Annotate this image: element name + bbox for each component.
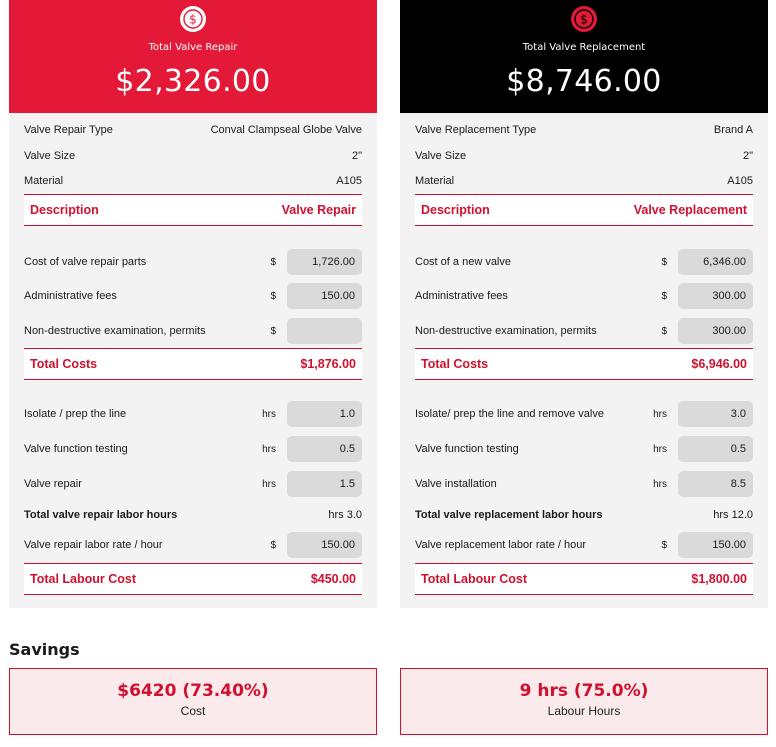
- total-labour-band: [24, 563, 362, 595]
- labor-label: Valve installation: [415, 478, 497, 490]
- total-costs-label: Total Costs: [30, 357, 98, 371]
- cost-row: [415, 318, 753, 344]
- cost-label: Administrative fees: [24, 290, 117, 302]
- cost-savings-label: Cost: [180, 704, 206, 718]
- cost-input[interactable]: 1,726.00: [287, 249, 362, 275]
- unit-label: hrs: [653, 478, 667, 490]
- dollar-icon: [180, 6, 206, 32]
- unit-label: $: [661, 539, 667, 551]
- rate-input[interactable]: 150.00: [287, 532, 362, 558]
- total-costs-value: $1,876.00: [300, 357, 356, 371]
- detail-row: [415, 148, 753, 164]
- cost-input[interactable]: 300.00: [678, 318, 753, 344]
- labor-row: [415, 471, 753, 497]
- detail-label: Material: [415, 175, 455, 187]
- total-hours-value: hrs 12.0: [713, 509, 753, 521]
- cost-input[interactable]: 6,346.00: [678, 249, 753, 275]
- svg-text:$: $: [189, 12, 197, 27]
- unit-label: $: [270, 290, 276, 302]
- cost-label: Non-destructive examination, permits: [24, 325, 206, 337]
- total-hours-value: hrs 3.0: [328, 509, 362, 521]
- labor-label: Isolate/ prep the line and remove valve: [415, 408, 604, 420]
- description-header: [24, 194, 362, 226]
- labor-row: [24, 436, 362, 462]
- total-labour-label: Total Labour Cost: [421, 572, 528, 586]
- labor-row: [415, 401, 753, 427]
- rate-input[interactable]: 150.00: [678, 532, 753, 558]
- repair-header-label: Total Valve Repair: [148, 42, 238, 53]
- labor-row: [24, 401, 362, 427]
- total-hours-row: [24, 507, 362, 523]
- detail-value: 2": [742, 150, 753, 162]
- description-header: [415, 194, 753, 226]
- unit-label: $: [661, 256, 667, 268]
- unit-label: hrs: [262, 443, 276, 455]
- labour-savings-label: Labour Hours: [547, 704, 621, 718]
- rate-label: Valve replacement labor rate / hour: [415, 539, 586, 551]
- savings-title: Savings: [9, 640, 80, 659]
- hours-input[interactable]: 0.5: [287, 436, 362, 462]
- repair-total-amount: $2,326.00: [115, 64, 271, 99]
- replacement-details: [400, 113, 768, 608]
- detail-label: Material: [24, 175, 64, 187]
- detail-label: Valve Replacement Type: [415, 124, 537, 136]
- cost-input[interactable]: [287, 318, 362, 344]
- cost-label: Administrative fees: [415, 290, 508, 302]
- detail-row: [415, 173, 753, 189]
- total-labour-label: Total Labour Cost: [30, 572, 137, 586]
- cost-label: Non-destructive examination, permits: [415, 325, 597, 337]
- detail-value: 2": [351, 150, 362, 162]
- hours-input[interactable]: 3.0: [678, 401, 753, 427]
- cost-label: Cost of a new valve: [415, 256, 511, 268]
- labor-label: Valve repair: [24, 478, 82, 490]
- detail-row: [415, 122, 753, 138]
- unit-label: $: [270, 256, 276, 268]
- detail-row: [24, 148, 362, 164]
- unit-label: $: [270, 325, 276, 337]
- total-labour-value: $450.00: [310, 572, 356, 586]
- unit-label: $: [661, 325, 667, 337]
- replacement-total-amount: $8,746.00: [506, 64, 662, 99]
- replacement-header: [400, 0, 768, 113]
- unit-label: $: [661, 290, 667, 302]
- hours-input[interactable]: 0.5: [678, 436, 753, 462]
- description-column-label: Valve Replacement: [633, 203, 747, 217]
- total-costs-band: [24, 348, 362, 380]
- detail-value: A105: [336, 175, 362, 187]
- total-hours-label: Total valve replacement labor hours: [415, 509, 603, 521]
- cost-input[interactable]: 150.00: [287, 283, 362, 309]
- dollar-icon: [571, 6, 597, 32]
- rate-row: [415, 532, 753, 558]
- total-costs-value: $6,946.00: [691, 357, 747, 371]
- labor-label: Valve function testing: [24, 443, 128, 455]
- detail-value: A105: [727, 175, 753, 187]
- rate-label: Valve repair labor rate / hour: [24, 539, 163, 551]
- cost-row: [415, 249, 753, 275]
- detail-row: [24, 122, 362, 138]
- total-labour-band: [415, 563, 753, 595]
- total-costs-band: [415, 348, 753, 380]
- labour-savings-card: [400, 668, 768, 735]
- hours-input[interactable]: 1.5: [287, 471, 362, 497]
- cost-label: Cost of valve repair parts: [24, 256, 147, 268]
- unit-label: hrs: [262, 478, 276, 490]
- total-hours-row: [415, 507, 753, 523]
- cost-row: [415, 283, 753, 309]
- total-hours-label: Total valve repair labor hours: [24, 509, 178, 521]
- repair-panel: [9, 0, 377, 608]
- rate-row: [24, 532, 362, 558]
- total-costs-label: Total Costs: [421, 357, 489, 371]
- detail-value: Brand A: [713, 124, 753, 136]
- labor-row: [415, 436, 753, 462]
- repair-header: [9, 0, 377, 113]
- replacement-header-label: Total Valve Replacement: [522, 42, 646, 53]
- labor-label: Valve function testing: [415, 443, 519, 455]
- cost-savings-card: [9, 668, 377, 735]
- description-label: Description: [30, 203, 99, 217]
- repair-details: [9, 113, 377, 608]
- labor-row: [24, 471, 362, 497]
- description-label: Description: [421, 203, 490, 217]
- total-labour-value: $1,800.00: [691, 572, 747, 586]
- detail-label: Valve Size: [415, 150, 467, 162]
- replacement-panel: [400, 0, 768, 608]
- unit-label: hrs: [653, 408, 667, 420]
- hours-input[interactable]: 8.5: [678, 471, 753, 497]
- svg-text:$: $: [580, 12, 588, 27]
- unit-label: $: [270, 539, 276, 551]
- unit-label: hrs: [653, 443, 667, 455]
- cost-row: [24, 283, 362, 309]
- cost-input[interactable]: 300.00: [678, 283, 753, 309]
- detail-value: Conval Clampseal Globe Valve: [210, 124, 362, 136]
- detail-row: [24, 173, 362, 189]
- labor-label: Isolate / prep the line: [24, 408, 127, 420]
- detail-label: Valve Repair Type: [24, 124, 113, 136]
- unit-label: hrs: [262, 408, 276, 420]
- detail-label: Valve Size: [24, 150, 76, 162]
- hours-input[interactable]: 1.0: [287, 401, 362, 427]
- description-column-label: Valve Repair: [281, 203, 356, 217]
- cost-savings-value: $6420 (73.40%): [117, 681, 269, 701]
- cost-row: [24, 318, 362, 344]
- cost-row: [24, 249, 362, 275]
- labour-savings-value: 9 hrs (75.0%): [519, 681, 649, 701]
